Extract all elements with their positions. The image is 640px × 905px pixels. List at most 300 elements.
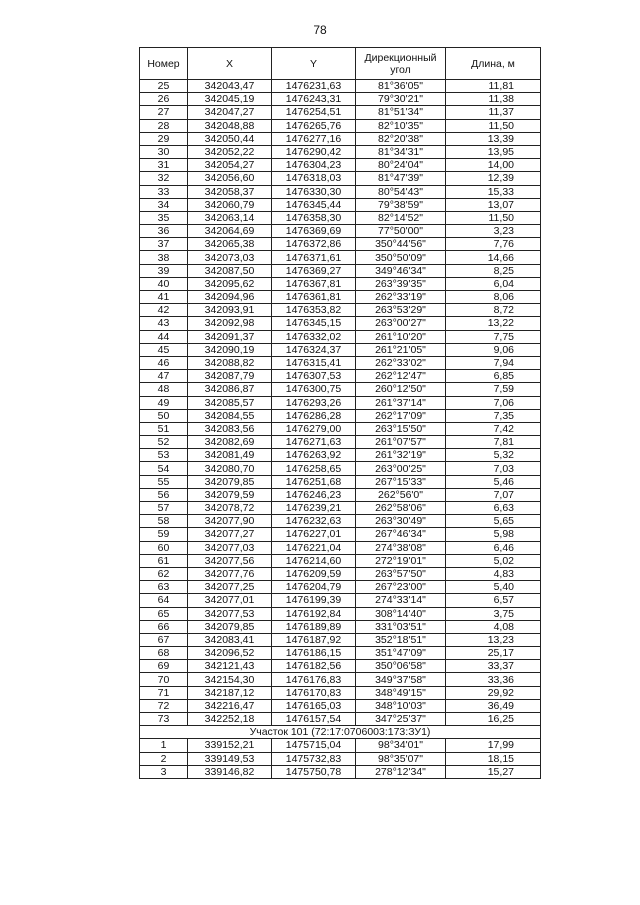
length-cell: 5,98 [446,528,541,541]
length-cell: 11,50 [446,119,541,132]
length-cell: 14,66 [446,251,541,264]
coordinates-table [139,47,541,779]
direction-angle-cell: 82°20'38" [356,132,446,145]
header-x: X [188,48,272,80]
y-coordinate-cell: 1476214,60 [272,554,356,567]
table-row [140,581,541,594]
point-number-cell: 32 [140,172,188,185]
x-coordinate-cell: 339149,53 [188,752,272,765]
table-row [140,436,541,449]
length-cell: 6,63 [446,502,541,515]
direction-angle-cell: 348°49'15" [356,686,446,699]
y-coordinate-cell: 1476187,92 [272,633,356,646]
direction-angle-cell: 80°54'43" [356,185,446,198]
x-coordinate-cell: 342082,69 [188,436,272,449]
x-coordinate-cell: 342090,19 [188,343,272,356]
direction-angle-cell: 262°17'09" [356,409,446,422]
y-coordinate-cell: 1476258,65 [272,462,356,475]
direction-angle-cell: 82°10'35" [356,119,446,132]
x-coordinate-cell: 342079,85 [188,475,272,488]
x-coordinate-cell: 342088,82 [188,356,272,369]
y-coordinate-cell: 1476265,76 [272,119,356,132]
point-number-cell: 29 [140,132,188,145]
point-number-cell: 34 [140,198,188,211]
point-number-cell: 35 [140,211,188,224]
point-number-cell: 56 [140,488,188,501]
table-row [140,462,541,475]
length-cell: 11,50 [446,211,541,224]
point-number-cell: 1 [140,739,188,752]
direction-angle-cell: 278°12'34" [356,765,446,778]
direction-angle-cell: 349°37'58" [356,673,446,686]
table-row [140,356,541,369]
table-row [140,607,541,620]
x-coordinate-cell: 342083,41 [188,633,272,646]
length-cell: 3,75 [446,607,541,620]
length-cell: 33,37 [446,660,541,673]
direction-angle-cell: 81°36'05" [356,80,446,93]
direction-angle-cell: 261°32'19" [356,449,446,462]
x-coordinate-cell: 342048,88 [188,119,272,132]
length-cell: 13,07 [446,198,541,211]
y-coordinate-cell: 1476251,68 [272,475,356,488]
length-cell: 13,39 [446,132,541,145]
length-cell: 6,46 [446,541,541,554]
direction-angle-cell: 262°33'02" [356,356,446,369]
direction-angle-cell: 98°35'07" [356,752,446,765]
table-row [140,475,541,488]
header-y: Y [272,48,356,80]
direction-angle-cell: 98°34'01" [356,739,446,752]
table-row [140,673,541,686]
table-row [140,343,541,356]
table-row [140,132,541,145]
direction-angle-cell: 272°19'01" [356,554,446,567]
y-coordinate-cell: 1476353,82 [272,304,356,317]
length-cell: 7,94 [446,356,541,369]
table-row [140,304,541,317]
direction-angle-cell: 263°53'29" [356,304,446,317]
y-coordinate-cell: 1476277,16 [272,132,356,145]
length-cell: 5,40 [446,581,541,594]
y-coordinate-cell: 1476332,02 [272,330,356,343]
x-coordinate-cell: 342058,37 [188,185,272,198]
table-row [140,383,541,396]
point-number-cell: 50 [140,409,188,422]
x-coordinate-cell: 342079,85 [188,620,272,633]
y-coordinate-cell: 1476246,23 [272,488,356,501]
direction-angle-cell: 350°50'09" [356,251,446,264]
x-coordinate-cell: 342073,03 [188,251,272,264]
point-number-cell: 38 [140,251,188,264]
direction-angle-cell: 261°37'14" [356,396,446,409]
table-row [140,291,541,304]
table-row [140,106,541,119]
x-coordinate-cell: 342095,62 [188,277,272,290]
x-coordinate-cell: 342086,87 [188,383,272,396]
direction-angle-cell: 350°06'58" [356,660,446,673]
direction-angle-cell: 81°34'31" [356,145,446,158]
y-coordinate-cell: 1476279,00 [272,422,356,435]
x-coordinate-cell: 342078,72 [188,502,272,515]
direction-angle-cell: 263°00'27" [356,317,446,330]
header-direction-angle: Дирекционный угол [356,48,446,80]
point-number-cell: 39 [140,264,188,277]
section-title: Участок 101 (72:17:0706003:173:ЗУ1) [140,726,541,739]
table-row [140,93,541,106]
x-coordinate-cell: 342043,47 [188,80,272,93]
y-coordinate-cell: 1476367,81 [272,277,356,290]
y-coordinate-cell: 1476318,03 [272,172,356,185]
point-number-cell: 37 [140,238,188,251]
x-coordinate-cell: 342077,01 [188,594,272,607]
x-coordinate-cell: 342077,90 [188,515,272,528]
length-cell: 7,59 [446,383,541,396]
x-coordinate-cell: 342050,44 [188,132,272,145]
y-coordinate-cell: 1476243,31 [272,93,356,106]
direction-angle-cell: 263°39'35" [356,277,446,290]
page-number: 78 [313,23,327,37]
table-row [140,488,541,501]
point-number-cell: 61 [140,554,188,567]
length-cell: 6,57 [446,594,541,607]
length-cell: 7,35 [446,409,541,422]
direction-angle-cell: 308°14'40" [356,607,446,620]
direction-angle-cell: 352°18'51" [356,633,446,646]
table-row [140,119,541,132]
x-coordinate-cell: 342093,91 [188,304,272,317]
table-row [140,502,541,515]
point-number-cell: 30 [140,145,188,158]
table-row [140,752,541,765]
y-coordinate-cell: 1476170,83 [272,686,356,699]
y-coordinate-cell: 1476293,26 [272,396,356,409]
point-number-cell: 42 [140,304,188,317]
point-number-cell: 49 [140,396,188,409]
table-row [140,765,541,778]
point-number-cell: 53 [140,449,188,462]
y-coordinate-cell: 1476192,84 [272,607,356,620]
direction-angle-cell: 260°12'50" [356,383,446,396]
table-row [140,515,541,528]
length-cell: 4,08 [446,620,541,633]
y-coordinate-cell: 1475715,04 [272,739,356,752]
direction-angle-cell: 263°57'50" [356,567,446,580]
point-number-cell: 36 [140,225,188,238]
y-coordinate-cell: 1476369,69 [272,225,356,238]
point-number-cell: 65 [140,607,188,620]
length-cell: 12,39 [446,172,541,185]
direction-angle-cell: 350°44'56" [356,238,446,251]
point-number-cell: 62 [140,567,188,580]
x-coordinate-cell: 339146,82 [188,765,272,778]
direction-angle-cell: 79°30'21" [356,93,446,106]
x-coordinate-cell: 342084,55 [188,409,272,422]
direction-angle-cell: 82°14'52" [356,211,446,224]
table-row [140,225,541,238]
point-number-cell: 45 [140,343,188,356]
direction-angle-cell: 262°58'06" [356,502,446,515]
point-number-cell: 69 [140,660,188,673]
y-coordinate-cell: 1476204,79 [272,581,356,594]
direction-angle-cell: 274°38'08" [356,541,446,554]
direction-angle-cell: 262°56'0" [356,488,446,501]
length-cell: 25,17 [446,647,541,660]
y-coordinate-cell: 1476345,44 [272,198,356,211]
header-number: Номер [140,48,188,80]
table-row [140,145,541,158]
x-coordinate-cell: 342047,27 [188,106,272,119]
x-coordinate-cell: 342094,96 [188,291,272,304]
table-body-main [140,80,541,726]
table-row [140,172,541,185]
length-cell: 8,72 [446,304,541,317]
table-row [140,633,541,646]
table-row [140,686,541,699]
x-coordinate-cell: 342187,12 [188,686,272,699]
length-cell: 11,38 [446,93,541,106]
length-cell: 11,81 [446,80,541,93]
x-coordinate-cell: 342154,30 [188,673,272,686]
table-row [140,198,541,211]
x-coordinate-cell: 342045,19 [188,93,272,106]
length-cell: 13,95 [446,145,541,158]
direction-angle-cell: 351°47'09" [356,647,446,660]
point-number-cell: 59 [140,528,188,541]
x-coordinate-cell: 342087,79 [188,370,272,383]
x-coordinate-cell: 342083,56 [188,422,272,435]
length-cell: 8,06 [446,291,541,304]
direction-angle-cell: 261°07'57" [356,436,446,449]
x-coordinate-cell: 342077,25 [188,581,272,594]
point-number-cell: 67 [140,633,188,646]
y-coordinate-cell: 1475750,78 [272,765,356,778]
x-coordinate-cell: 342096,52 [188,647,272,660]
length-cell: 5,65 [446,515,541,528]
y-coordinate-cell: 1476271,63 [272,436,356,449]
table-body-plot-101 [140,739,541,779]
x-coordinate-cell: 342054,27 [188,159,272,172]
table-body-section [140,726,541,739]
point-number-cell: 46 [140,356,188,369]
point-number-cell: 48 [140,383,188,396]
table-row [140,211,541,224]
length-cell: 13,23 [446,633,541,646]
direction-angle-cell: 81°51'34" [356,106,446,119]
direction-angle-cell: 262°12'47" [356,370,446,383]
point-number-cell: 60 [140,541,188,554]
table-row [140,396,541,409]
y-coordinate-cell: 1476345,15 [272,317,356,330]
direction-angle-cell: 81°47'39" [356,172,446,185]
y-coordinate-cell: 1476330,30 [272,185,356,198]
point-number-cell: 54 [140,462,188,475]
point-number-cell: 63 [140,581,188,594]
y-coordinate-cell: 1476176,83 [272,673,356,686]
x-coordinate-cell: 342216,47 [188,699,272,712]
point-number-cell: 33 [140,185,188,198]
y-coordinate-cell: 1476157,54 [272,713,356,726]
y-coordinate-cell: 1476227,01 [272,528,356,541]
y-coordinate-cell: 1476263,92 [272,449,356,462]
x-coordinate-cell: 342077,03 [188,541,272,554]
direction-angle-cell: 80°24'04" [356,159,446,172]
direction-angle-cell: 267°46'34" [356,528,446,541]
x-coordinate-cell: 342081,49 [188,449,272,462]
x-coordinate-cell: 342080,70 [188,462,272,475]
table-row [140,647,541,660]
length-cell: 6,85 [446,370,541,383]
point-number-cell: 44 [140,330,188,343]
point-number-cell: 70 [140,673,188,686]
table-row [140,251,541,264]
point-number-cell: 57 [140,502,188,515]
table-header-row [140,48,541,80]
y-coordinate-cell: 1476371,61 [272,251,356,264]
x-coordinate-cell: 342063,14 [188,211,272,224]
table-row [140,264,541,277]
y-coordinate-cell: 1476372,86 [272,238,356,251]
point-number-cell: 58 [140,515,188,528]
direction-angle-cell: 267°15'33" [356,475,446,488]
table-row [140,330,541,343]
table-row [140,713,541,726]
x-coordinate-cell: 342077,76 [188,567,272,580]
table-row [140,185,541,198]
y-coordinate-cell: 1476239,21 [272,502,356,515]
y-coordinate-cell: 1476199,39 [272,594,356,607]
length-cell: 17,99 [446,739,541,752]
y-coordinate-cell: 1475732,83 [272,752,356,765]
direction-angle-cell: 267°23'00" [356,581,446,594]
x-coordinate-cell: 342087,50 [188,264,272,277]
header-length: Длина, м [446,48,541,80]
length-cell: 13,22 [446,317,541,330]
point-number-cell: 73 [140,713,188,726]
table-row [140,422,541,435]
length-cell: 15,33 [446,185,541,198]
table-row [140,699,541,712]
direction-angle-cell: 263°15'50" [356,422,446,435]
point-number-cell: 27 [140,106,188,119]
point-number-cell: 28 [140,119,188,132]
point-number-cell: 68 [140,647,188,660]
length-cell: 33,36 [446,673,541,686]
y-coordinate-cell: 1476369,27 [272,264,356,277]
length-cell: 8,25 [446,264,541,277]
point-number-cell: 31 [140,159,188,172]
table-row [140,554,541,567]
length-cell: 7,76 [446,238,541,251]
y-coordinate-cell: 1476189,89 [272,620,356,633]
y-coordinate-cell: 1476304,23 [272,159,356,172]
direction-angle-cell: 263°30'49" [356,515,446,528]
x-coordinate-cell: 342079,59 [188,488,272,501]
length-cell: 29,92 [446,686,541,699]
x-coordinate-cell: 342077,27 [188,528,272,541]
length-cell: 3,23 [446,225,541,238]
direction-angle-cell: 331°03'51" [356,620,446,633]
length-cell: 7,81 [446,436,541,449]
table-row [140,317,541,330]
y-coordinate-cell: 1476290,42 [272,145,356,158]
table-row [140,277,541,290]
y-coordinate-cell: 1476358,30 [272,211,356,224]
point-number-cell: 25 [140,80,188,93]
direction-angle-cell: 263°00'25" [356,462,446,475]
y-coordinate-cell: 1476361,81 [272,291,356,304]
point-number-cell: 52 [140,436,188,449]
x-coordinate-cell: 342085,57 [188,396,272,409]
length-cell: 7,75 [446,330,541,343]
point-number-cell: 72 [140,699,188,712]
point-number-cell: 43 [140,317,188,330]
length-cell: 7,03 [446,462,541,475]
point-number-cell: 3 [140,765,188,778]
length-cell: 16,25 [446,713,541,726]
length-cell: 7,42 [446,422,541,435]
point-number-cell: 66 [140,620,188,633]
point-number-cell: 64 [140,594,188,607]
x-coordinate-cell: 342052,22 [188,145,272,158]
point-number-cell: 47 [140,370,188,383]
y-coordinate-cell: 1476209,59 [272,567,356,580]
table-row [140,541,541,554]
section-row [140,726,541,739]
point-number-cell: 55 [140,475,188,488]
length-cell: 18,15 [446,752,541,765]
y-coordinate-cell: 1476324,37 [272,343,356,356]
length-cell: 5,46 [446,475,541,488]
table-row [140,739,541,752]
length-cell: 9,06 [446,343,541,356]
point-number-cell: 2 [140,752,188,765]
table-row [140,409,541,422]
table-row [140,370,541,383]
y-coordinate-cell: 1476307,53 [272,370,356,383]
x-coordinate-cell: 342064,69 [188,225,272,238]
direction-angle-cell: 348°10'03" [356,699,446,712]
x-coordinate-cell: 342091,37 [188,330,272,343]
x-coordinate-cell: 342077,56 [188,554,272,567]
table-row [140,80,541,93]
y-coordinate-cell: 1476300,75 [272,383,356,396]
y-coordinate-cell: 1476286,28 [272,409,356,422]
length-cell: 14,00 [446,159,541,172]
point-number-cell: 41 [140,291,188,304]
y-coordinate-cell: 1476182,56 [272,660,356,673]
coordinates-table-container [139,47,540,779]
x-coordinate-cell: 342065,38 [188,238,272,251]
table-row [140,528,541,541]
point-number-cell: 40 [140,277,188,290]
x-coordinate-cell: 342077,53 [188,607,272,620]
direction-angle-cell: 347°25'37" [356,713,446,726]
direction-angle-cell: 262°33'19" [356,291,446,304]
y-coordinate-cell: 1476254,51 [272,106,356,119]
length-cell: 36,49 [446,699,541,712]
table-row [140,567,541,580]
direction-angle-cell: 261°21'05" [356,343,446,356]
x-coordinate-cell: 342060,79 [188,198,272,211]
y-coordinate-cell: 1476186,15 [272,647,356,660]
direction-angle-cell: 79°38'59" [356,198,446,211]
y-coordinate-cell: 1476231,63 [272,80,356,93]
point-number-cell: 71 [140,686,188,699]
y-coordinate-cell: 1476315,41 [272,356,356,369]
y-coordinate-cell: 1476221,04 [272,541,356,554]
length-cell: 11,37 [446,106,541,119]
